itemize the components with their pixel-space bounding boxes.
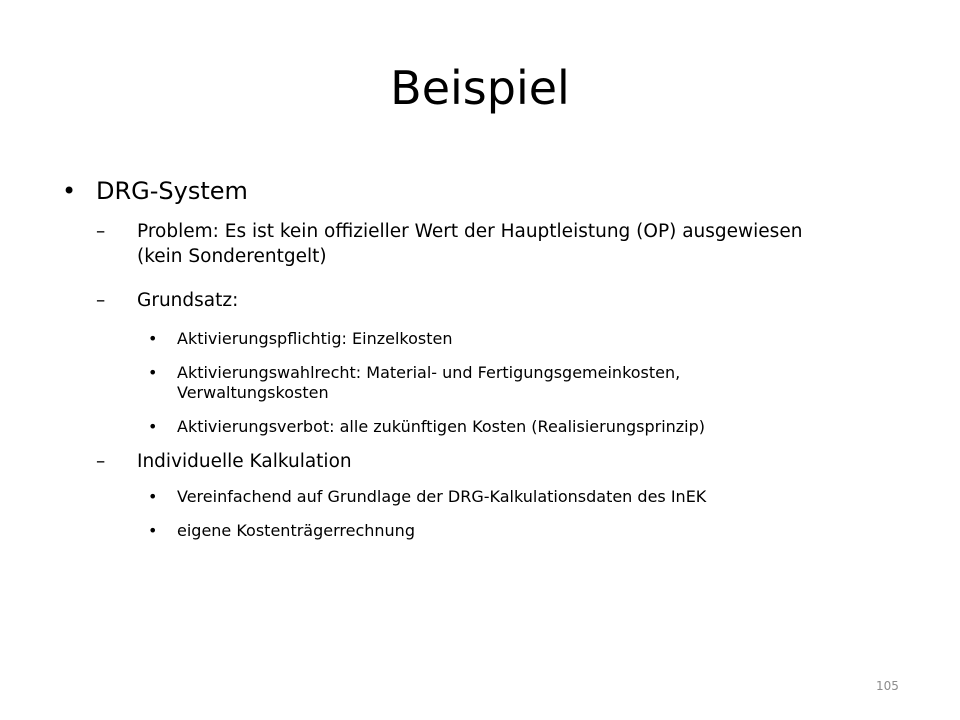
bullet-marker: • bbox=[148, 487, 158, 506]
bullet-marker: • bbox=[62, 177, 77, 205]
subitem-text: Problem: Es ist kein offizieller Wert der Hauptleistung (OP) ausgewiesen (kein Sonderentgelt) bbox=[137, 221, 803, 267]
bullet-text: DRG-System bbox=[96, 177, 248, 205]
subitem-individuelle-kalkulation bbox=[96, 449, 902, 474]
dash-marker: – bbox=[96, 221, 106, 242]
bullet-marker: • bbox=[148, 521, 158, 540]
point-kostentraeger bbox=[148, 521, 902, 541]
page-number: 105 bbox=[876, 679, 899, 693]
slide-content bbox=[62, 172, 902, 541]
point-aktivierungspflichtig bbox=[148, 329, 902, 349]
subitem-text: Grundsatz: bbox=[137, 290, 239, 311]
dash-marker: – bbox=[96, 451, 106, 472]
point-text: Aktivierungswahlrecht: Material- und Fertigungsgemeinkosten, Verwaltungskosten bbox=[177, 363, 681, 402]
point-aktivierungswahlrecht bbox=[148, 363, 827, 403]
dash-marker: – bbox=[96, 290, 106, 311]
bullet-marker: • bbox=[148, 329, 158, 348]
subitem-grundsatz bbox=[96, 288, 902, 313]
bullet-drg-system bbox=[62, 176, 902, 206]
point-text: Aktivierungspflichtig: Einzelkosten bbox=[177, 329, 453, 348]
point-text: eigene Kostenträgerrechnung bbox=[177, 521, 415, 540]
point-text: Aktivierungsverbot: alle zukünftigen Kosten (Realisierungsprinzip) bbox=[177, 417, 706, 436]
slide-title: Beispiel bbox=[390, 61, 570, 115]
point-text: Vereinfachend auf Grundlage der DRG-Kalkulationsdaten des InEK bbox=[177, 487, 707, 506]
bullet-marker: • bbox=[148, 417, 158, 436]
bullet-marker: • bbox=[148, 363, 158, 382]
subitem-problem bbox=[96, 219, 817, 269]
point-vereinfachend bbox=[148, 487, 902, 507]
point-aktivierungsverbot bbox=[148, 417, 902, 437]
subitem-text: Individuelle Kalkulation bbox=[137, 451, 352, 472]
